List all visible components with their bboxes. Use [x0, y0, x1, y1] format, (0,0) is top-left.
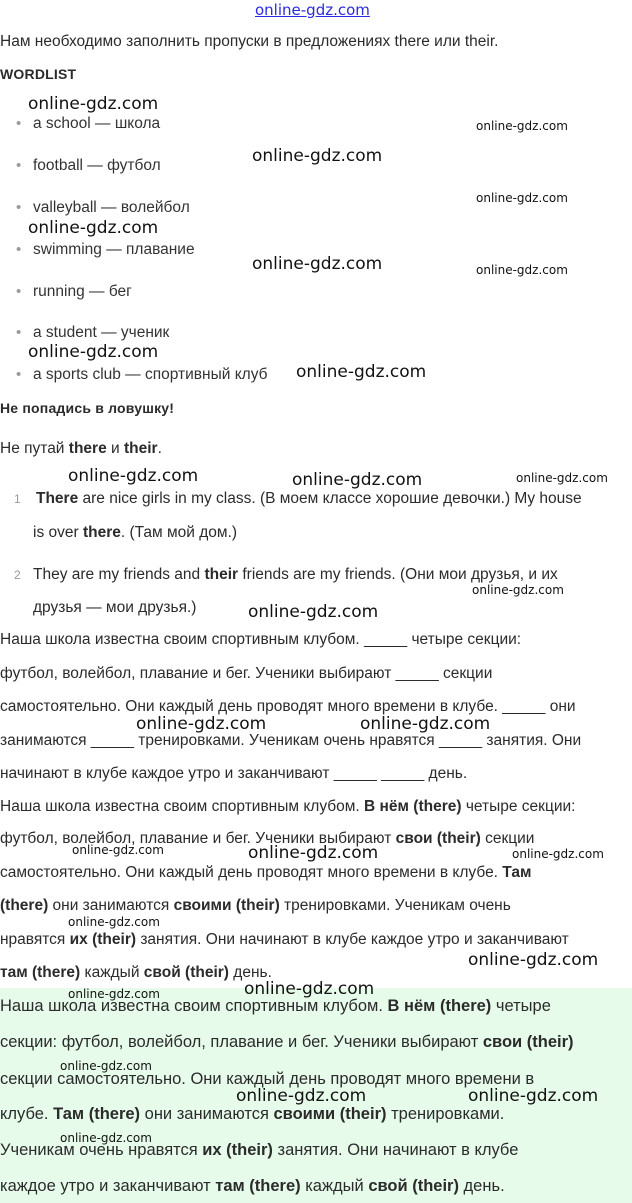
- watermark: online-gdz.com: [68, 987, 160, 1001]
- bullet-icon: •: [16, 283, 22, 300]
- watermark: online-gdz.com: [68, 466, 199, 486]
- list-item: swimming — плавание: [33, 241, 195, 258]
- example-1-line1: There are nice girls in my class. (В моем классе хорошие девочки.) My house: [36, 490, 582, 507]
- watermark: online-gdz.com: [468, 950, 599, 970]
- watermark: online-gdz.com: [468, 1086, 599, 1106]
- list-item: football — футбол: [33, 157, 161, 174]
- trap-note: Не путай there и their.: [0, 440, 162, 457]
- example-2-line1: They are my friends and their friends are my friends. (Они мои друзья, и их: [33, 566, 558, 583]
- watermark: online-gdz.com: [248, 843, 379, 863]
- bullet-icon: •: [16, 241, 22, 258]
- watermark: online-gdz.com: [512, 847, 604, 861]
- watermark: online-gdz.com: [292, 470, 423, 490]
- watermark: online-gdz.com: [28, 94, 159, 114]
- watermark: online-gdz.com: [248, 602, 379, 622]
- answer-line: футбол, волейбол, плавание и бег. Ученики выбирают свои (their) секции: [0, 830, 535, 847]
- answer-line: самостоятельно. Они каждый день проводят много времени в клубе. Там: [0, 864, 532, 881]
- watermark: online-gdz.com: [136, 714, 267, 734]
- watermark: online-gdz.com: [516, 471, 608, 485]
- example-1-line2: is over there. (Там мой дом.): [33, 524, 238, 541]
- list-item: a sports club — спортивный клуб: [33, 366, 268, 383]
- bullet-icon: •: [16, 157, 22, 174]
- final-line: Ученикам очень нравятся их (their) занятия. Они начинают в клубе: [0, 1141, 519, 1159]
- wordlist-heading: WORDLIST: [0, 66, 77, 82]
- final-line: Наша школа известна своим спортивным клубом. В нём (there) четыре: [0, 997, 551, 1015]
- exercise-line: футбол, волейбол, плавание и бег. Ученики выбирают _____ секции: [0, 665, 493, 682]
- list-item: valleyball — волейбол: [33, 199, 190, 216]
- watermark: online-gdz.com: [28, 342, 159, 362]
- watermark: online-gdz.com: [296, 362, 427, 382]
- watermark-link[interactable]: online-gdz.com: [255, 1, 370, 19]
- list-item: running — бег: [33, 283, 132, 300]
- example-2-line2: друзья — мои друзья.): [33, 599, 197, 616]
- exercise-line: самостоятельно. Они каждый день проводят много времени в клубе. _____ они: [0, 698, 576, 715]
- example-number: 1: [14, 492, 21, 506]
- watermark: online-gdz.com: [72, 843, 164, 857]
- watermark: online-gdz.com: [252, 146, 383, 166]
- final-line: клубе. Там (there) они занимаются своими (their) тренировками.: [0, 1105, 505, 1123]
- trap-heading: Не попадись в ловушку!: [0, 400, 175, 416]
- watermark: online-gdz.com: [472, 583, 564, 597]
- answer-line: Наша школа известна своим спортивным клубом. В нём (there) четыре секции:: [0, 798, 576, 815]
- watermark: online-gdz.com: [476, 263, 568, 277]
- bullet-icon: •: [16, 199, 22, 216]
- intro-text: Нам необходимо заполнить пропуски в предложениях there или their.: [0, 33, 499, 50]
- watermark: online-gdz.com: [60, 1059, 152, 1073]
- watermark: online-gdz.com: [476, 119, 568, 133]
- list-item: a school — школа: [33, 115, 161, 132]
- watermark: online-gdz.com: [68, 915, 160, 929]
- bullet-icon: •: [16, 366, 22, 383]
- watermark: online-gdz.com: [60, 1131, 152, 1145]
- watermark: online-gdz.com: [236, 1086, 367, 1106]
- final-line: секции: футбол, волейбол, плавание и бег. Ученики выбирают свои (their): [0, 1033, 574, 1051]
- watermark: online-gdz.com: [244, 979, 375, 999]
- exercise-line: Наша школа известна своим спортивным клубом. _____ четыре секции:: [0, 631, 522, 648]
- exercise-line: занимаются _____ тренировками. Ученикам очень нравятся _____ занятия. Они: [0, 732, 582, 749]
- bullet-icon: •: [16, 115, 22, 132]
- answer-line: нравятся их (their) занятия. Они начинают в клубе каждое утро и заканчивают: [0, 931, 569, 948]
- exercise-line: начинают в клубе каждое утро и заканчивают _____ _____ день.: [0, 765, 468, 782]
- example-number: 2: [14, 568, 21, 582]
- watermark: online-gdz.com: [28, 218, 159, 238]
- watermark: online-gdz.com: [360, 714, 491, 734]
- answer-line: (there) они занимаются своими (their) тренировками. Ученикам очень: [0, 897, 511, 914]
- final-line: секции самостоятельно. Они каждый день проводят много времени в: [0, 1070, 535, 1088]
- bullet-icon: •: [16, 324, 22, 341]
- final-line: каждое утро и заканчивают там (there) каждый свой (their) день.: [0, 1177, 505, 1195]
- answer-line: там (there) каждый свой (their) день.: [0, 964, 272, 981]
- watermark: online-gdz.com: [252, 254, 383, 274]
- list-item: a student — ученик: [33, 324, 170, 341]
- watermark: online-gdz.com: [476, 191, 568, 205]
